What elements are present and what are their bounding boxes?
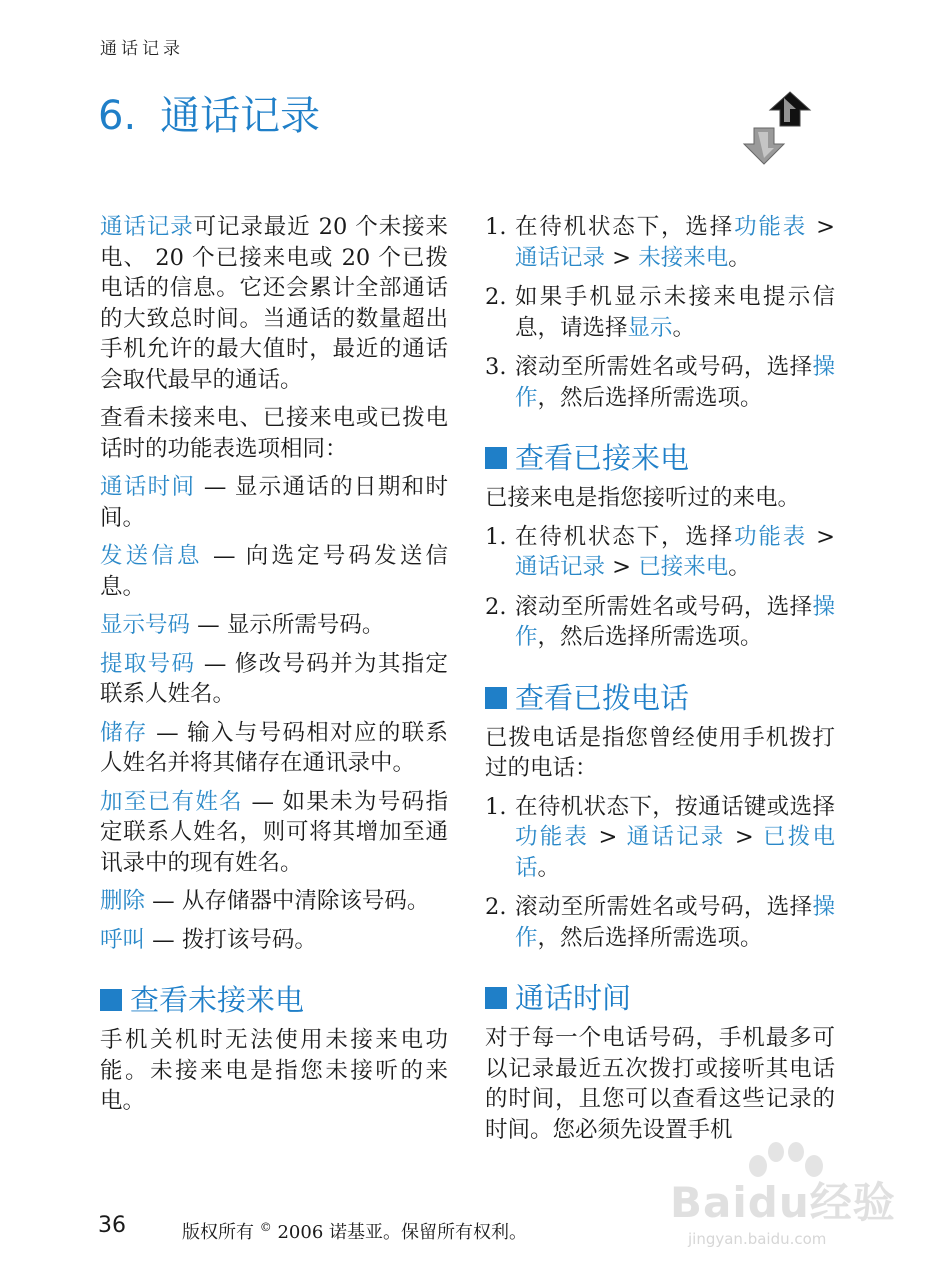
copyright-notice: 版权所有 © 2006 诺基亚。保留所有权利。 [182, 1220, 527, 1243]
section-heading-dialed: 查看已拨电话 [485, 679, 835, 717]
options-intro: 查看未接来电、已接来电或已拨电话时的功能表选项相同： [100, 405, 448, 462]
option-term: 发送信息 [100, 543, 203, 569]
section-square-icon [485, 687, 507, 709]
option-desc: — 修改号码并为其指定联系人姓名。 [100, 650, 448, 707]
option-term: 呼叫 [100, 926, 146, 953]
option-item [100, 610, 448, 641]
option-item [100, 886, 448, 917]
chapter-title-text: 通话记录 [160, 93, 321, 139]
intro-link: 通话记录 [100, 214, 194, 240]
left-column [100, 212, 448, 1125]
dialed-paragraph: 已拨电话是指您曾经使用手机拨打过的电话： [485, 724, 835, 781]
section-square-icon [485, 987, 507, 1009]
step-item: 3. 滚动至所需姓名或号码，选择操作，然后选择所需选项。 [485, 354, 835, 411]
option-desc: — 显示通话的日期和时间。 [100, 474, 448, 531]
baidu-watermark [660, 1130, 900, 1260]
step-item: 2. 滚动至所需姓名或号码，选择操作，然后选择所需选项。 [485, 593, 835, 650]
section-heading-received: 查看已接来电 [485, 439, 835, 477]
option-term: 提取号码 [100, 650, 196, 677]
option-desc: — 拨打该号码。 [145, 926, 317, 953]
option-term: 储存 [100, 719, 148, 746]
option-item [100, 787, 448, 879]
missed-paragraph: 手机关机时无法使用未接来电功能。未接来电是指您未接听的来电。 [100, 1027, 448, 1114]
option-term: 加至已有姓名 [100, 788, 244, 815]
running-header: 通话记录 [100, 39, 184, 59]
section-heading-duration: 通话时间 [485, 979, 835, 1017]
section-heading-missed: 查看未接来电 [100, 981, 448, 1019]
right-column [485, 212, 835, 1153]
step-item: 1. 在待机状态下，选择功能表 > 通话记录 > 已接来电。 [485, 523, 835, 580]
section-square-icon [485, 447, 507, 469]
option-desc: — 输入与号码相对应的联系人姓名并将其储存在通讯录中。 [100, 719, 448, 776]
step-item: 2. 滚动至所需姓名或号码，选择操作，然后选择所需选项。 [485, 894, 835, 951]
option-item [100, 649, 448, 710]
option-desc: — 从存储器中清除该号码。 [145, 888, 430, 914]
step-item: 1. 在待机状态下，选择功能表 > 通话记录 > 未接来电。 [485, 214, 835, 271]
section-square-icon [100, 989, 122, 1011]
option-desc: — 显示所需号码。 [190, 612, 385, 638]
option-desc: — 向选定号码发送信息。 [100, 543, 448, 600]
option-item [100, 718, 448, 779]
page-number: 36 [98, 1213, 126, 1238]
option-item [100, 472, 448, 533]
chapter-title [98, 84, 320, 141]
option-term: 删除 [100, 888, 146, 914]
step-item: 2. 如果手机显示未接来电提示信息，请选择显示。 [485, 284, 835, 341]
option-term: 通话时间 [100, 474, 196, 500]
call-log-arrows-icon [738, 88, 816, 170]
option-desc: — 如果未为号码指定联系人姓名，则可将其增加至通讯录中的现有姓名。 [100, 788, 448, 876]
step-item: 1. 在待机状态下，按通话键或选择功能表 > 通话记录 > 已拨电话。 [485, 793, 835, 881]
intro-paragraph: 通话记录可记录最近 20 个未接来电、 20 个已接来电或 20 个已拨电话的信息。它还会累计全部通话的大致总时间。当通话的数量超出手机允许的最大值时，最近的通话会取代最早的通话。 [100, 214, 448, 393]
chapter-number: 6. [98, 93, 137, 139]
duration-paragraph: 对于每一个电话号码，手机最多可以记录最近五次拨打或接听其电话的时间，且您可以查看这些记录的时间。您必须先设置手机 [485, 1025, 835, 1143]
option-item [100, 925, 448, 956]
watermark-url: jingyan.baidu.com [688, 1230, 827, 1248]
missed-steps [485, 212, 835, 413]
watermark-brand: Baidu经验 [670, 1178, 896, 1227]
option-item [100, 541, 448, 602]
received-paragraph: 已接来电是指您接听过的来电。 [485, 485, 801, 511]
dialed-steps [485, 792, 835, 954]
option-term: 显示号码 [100, 612, 191, 638]
received-steps [485, 522, 835, 653]
